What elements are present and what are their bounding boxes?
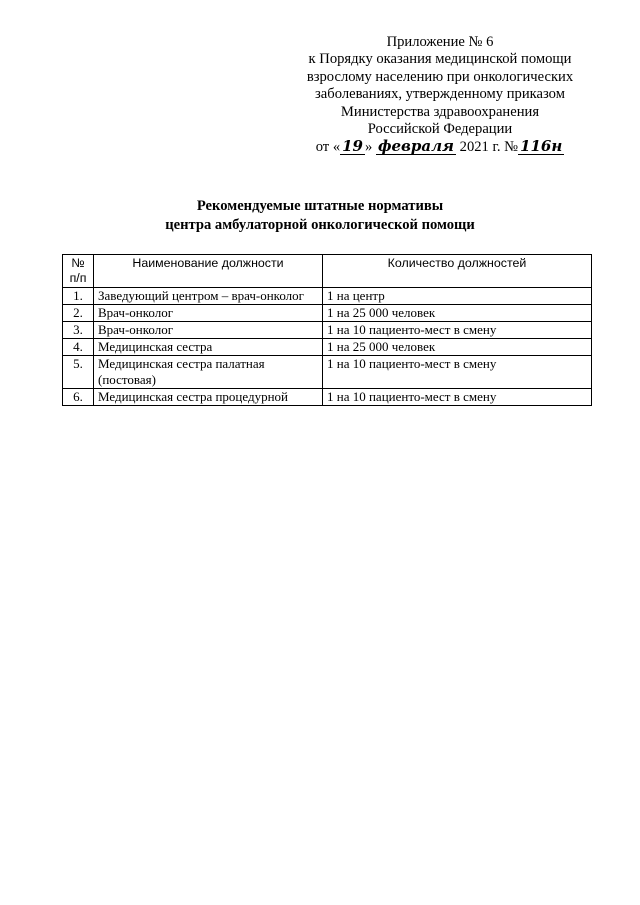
row-name: Заведующий центром – врач-онколог xyxy=(94,288,323,305)
row-name: Врач-онколог xyxy=(94,305,323,322)
header-line: взрослому населению при онкологических xyxy=(306,68,574,85)
order-date-line xyxy=(270,138,610,156)
header-qty: Количество должностей xyxy=(323,255,592,288)
row-qty: 1 на 10 пациенто-мест в смену xyxy=(323,389,592,406)
table-header-row xyxy=(63,255,592,288)
date-mid: » xyxy=(365,139,376,156)
table-row xyxy=(63,322,592,339)
handwritten-order-number: 116н xyxy=(520,137,563,156)
header-line: заболеваниях, утвержденному приказом xyxy=(315,86,565,103)
header-num: № п/п xyxy=(63,255,94,288)
row-name: Врач-онколог xyxy=(94,322,323,339)
row-num: 6. xyxy=(63,389,94,406)
row-qty: 1 на 10 пациенто-мест в смену xyxy=(323,356,592,389)
table-row xyxy=(63,356,592,389)
row-num: 5. xyxy=(63,356,94,389)
row-qty: 1 на 10 пациенто-мест в смену xyxy=(323,322,592,339)
row-num: 1. xyxy=(63,288,94,305)
row-name: Медицинская сестра xyxy=(94,339,323,356)
row-qty: 1 на центр xyxy=(323,288,592,305)
title-line-1: Рекомендуемые штатные нормативы xyxy=(196,198,444,214)
row-name: Медицинская сестра палатная (постовая) xyxy=(94,356,323,389)
attachment-header xyxy=(270,34,610,157)
table-row xyxy=(63,389,592,406)
row-name: Медицинская сестра процедурной xyxy=(94,389,323,406)
row-qty: 1 на 25 000 человек xyxy=(323,305,592,322)
handwritten-month: февраля xyxy=(377,137,455,156)
row-num: 2. xyxy=(63,305,94,322)
table-row xyxy=(63,305,592,322)
document-title xyxy=(60,197,580,235)
title-line-2: центра амбулаторной онкологической помощи xyxy=(165,217,475,233)
header-line: к Порядку оказания медицинской помощи xyxy=(308,51,572,68)
row-num: 3. xyxy=(63,322,94,339)
row-qty: 1 на 25 000 человек xyxy=(323,339,592,356)
staffing-table xyxy=(62,254,592,406)
row-num: 4. xyxy=(63,339,94,356)
date-prefix: от « xyxy=(315,139,341,156)
date-year: 2021 г. № xyxy=(456,139,519,156)
header-line: Приложение № 6 xyxy=(386,34,494,50)
header-name: Наименование должности xyxy=(94,255,323,288)
header-line: Министерства здравоохранения xyxy=(340,103,540,120)
table-row xyxy=(63,288,592,305)
handwritten-day: 19 xyxy=(342,137,363,156)
header-line: Российской Федерации xyxy=(367,121,513,138)
table-row xyxy=(63,339,592,356)
